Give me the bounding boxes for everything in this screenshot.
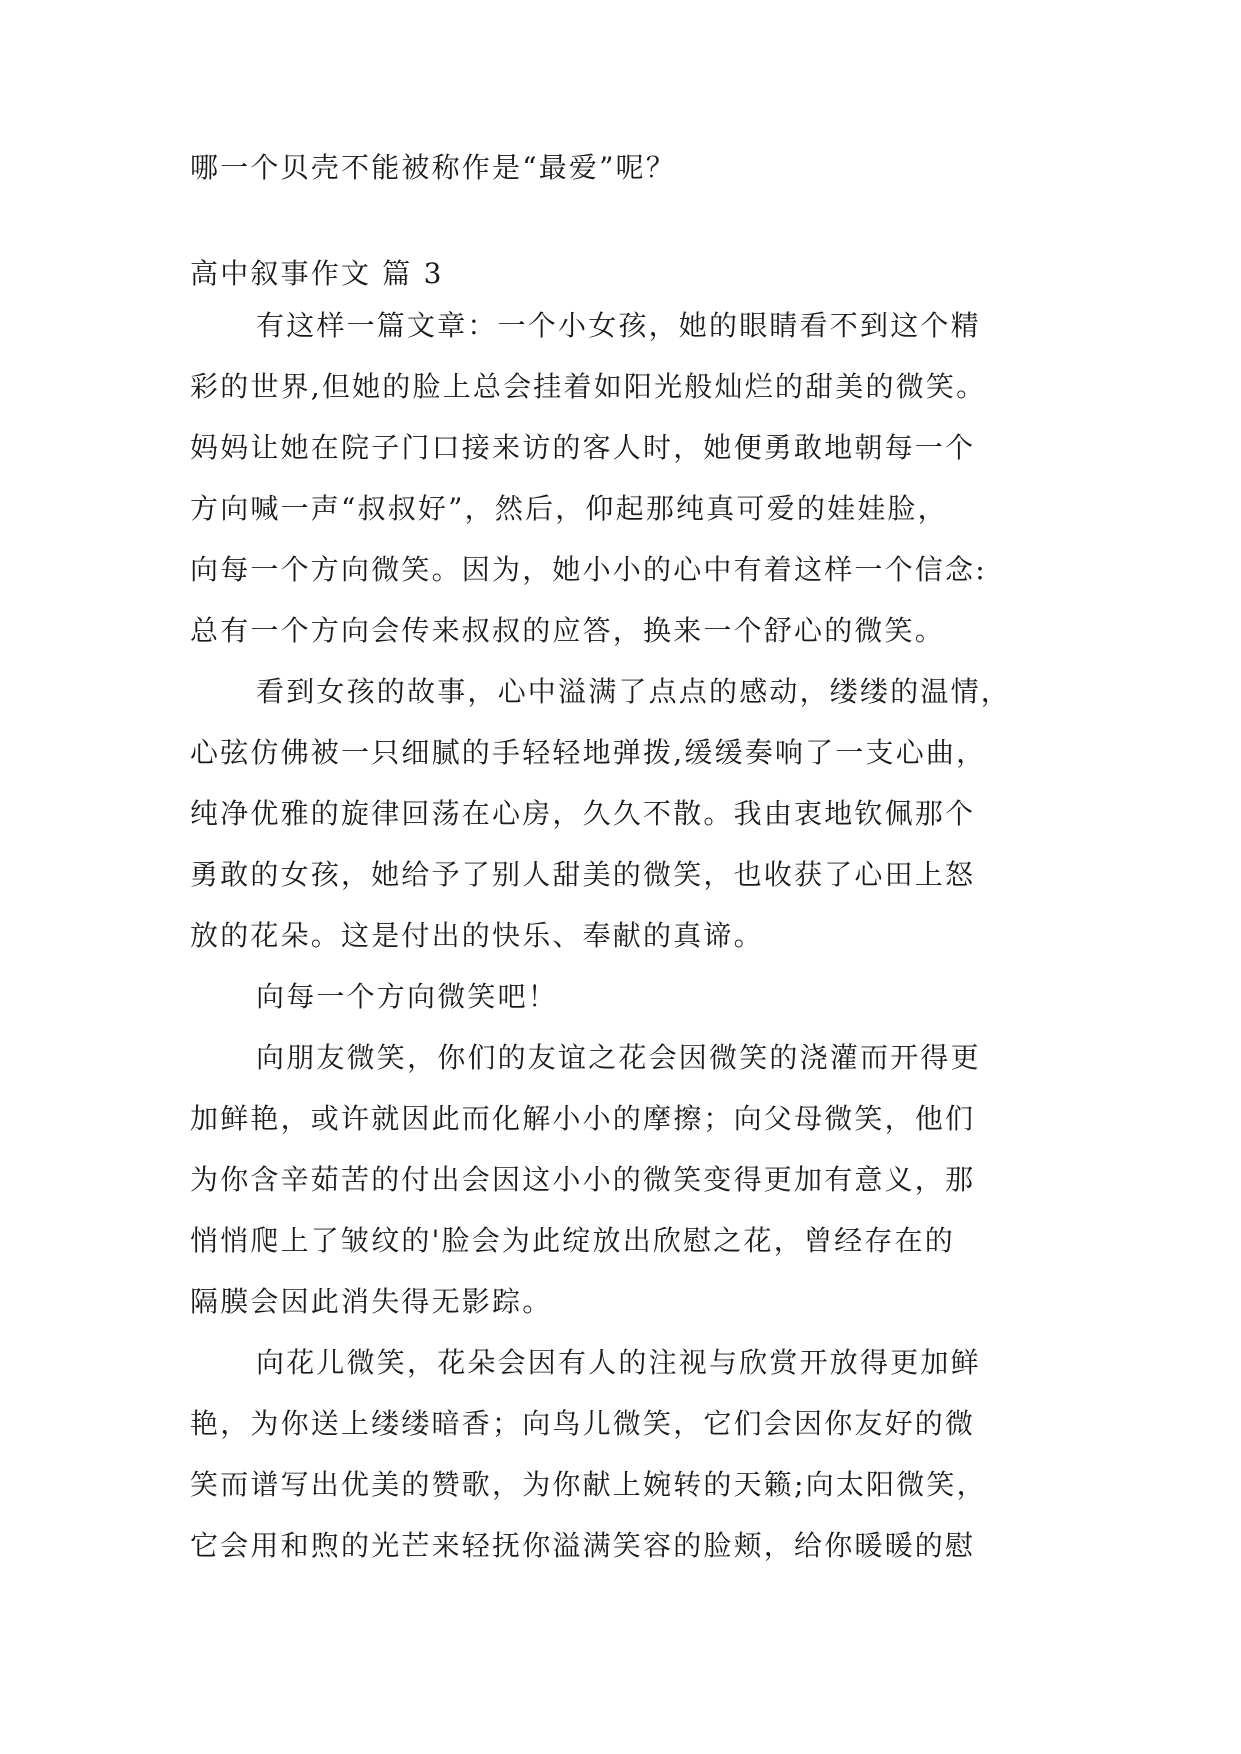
paragraph-4-line-1: 向朋友微笑，你们的友谊之花会因微笑的浇灌而开得更 — [256, 1041, 981, 1074]
paragraph-5-line-2: 艳，为你送上缕缕暗香；向鸟儿微笑，它们会因你友好的微 — [190, 1407, 976, 1440]
paragraph-2-line-5: 放的花朵。这是付出的快乐、奉献的真谛。 — [190, 919, 764, 952]
paragraph-3-line-1: 向每一个方向微笑吧！ — [256, 980, 559, 1013]
section-heading: 高中叙事作文 篇 3 — [190, 257, 444, 290]
paragraph-2-line-1: 看到女孩的故事，心中溢满了点点的感动，缕缕的温情， — [256, 675, 1012, 708]
paragraph-1-line-6: 总有一个方向会传来叔叔的应答，换来一个舒心的微笑。 — [190, 614, 946, 647]
paragraph-5-line-1: 向花儿微笑，花朵会因有人的注视与欣赏开放得更加鲜 — [256, 1346, 981, 1379]
closing-question: 哪一个贝壳不能被称作是“最爱”呢？ — [190, 151, 677, 184]
paragraph-4-line-5: 隔膜会因此消失得无影踪。 — [190, 1285, 553, 1318]
paragraph-1-line-4: 方向喊一声“叔叔好”，然后，仰起那纯真可爱的娃娃脸， — [190, 492, 948, 525]
paragraph-4-line-2: 加鲜艳，或许就因此而化解小小的摩擦；向父母微笑，他们 — [190, 1102, 976, 1135]
paragraph-1-line-3: 妈妈让她在院子门口接来访的客人时，她便勇敢地朝每一个 — [190, 431, 976, 464]
paragraph-5-line-4: 它会用和煦的光芒来轻抚你溢满笑容的脸颊，给你暖暖的慰 — [190, 1529, 976, 1562]
paragraph-1-line-2: 彩的世界,但她的脸上总会挂着如阳光般灿烂的甜美的微笑。 — [190, 370, 987, 403]
paragraph-2-line-2: 心弦仿佛被一只细腻的手轻轻地弹拨,缓缓奏响了一支心曲， — [190, 736, 987, 769]
paragraph-1-line-5: 向每一个方向微笑。因为，她小小的心中有着这样一个信念: — [190, 553, 987, 586]
paragraph-1-line-1: 有这样一篇文章：一个小女孩，她的眼睛看不到这个精 — [256, 309, 981, 342]
paragraph-2-line-4: 勇敢的女孩，她给予了别人甜美的微笑，也收获了心田上怒 — [190, 858, 976, 891]
paragraph-5-line-3: 笑而谱写出优美的赞歌，为你献上婉转的天籁;向太阳微笑， — [190, 1468, 987, 1501]
paragraph-2-line-3: 纯净优雅的旋律回荡在心房，久久不散。我由衷地钦佩那个 — [190, 797, 976, 830]
paragraph-4-line-3: 为你含辛茹苦的付出会因这小小的微笑变得更加有意义，那 — [190, 1163, 976, 1196]
paragraph-4-line-4: 悄悄爬上了皱纹的'脸会为此绽放出欣慰之花，曾经存在的 — [190, 1224, 955, 1257]
